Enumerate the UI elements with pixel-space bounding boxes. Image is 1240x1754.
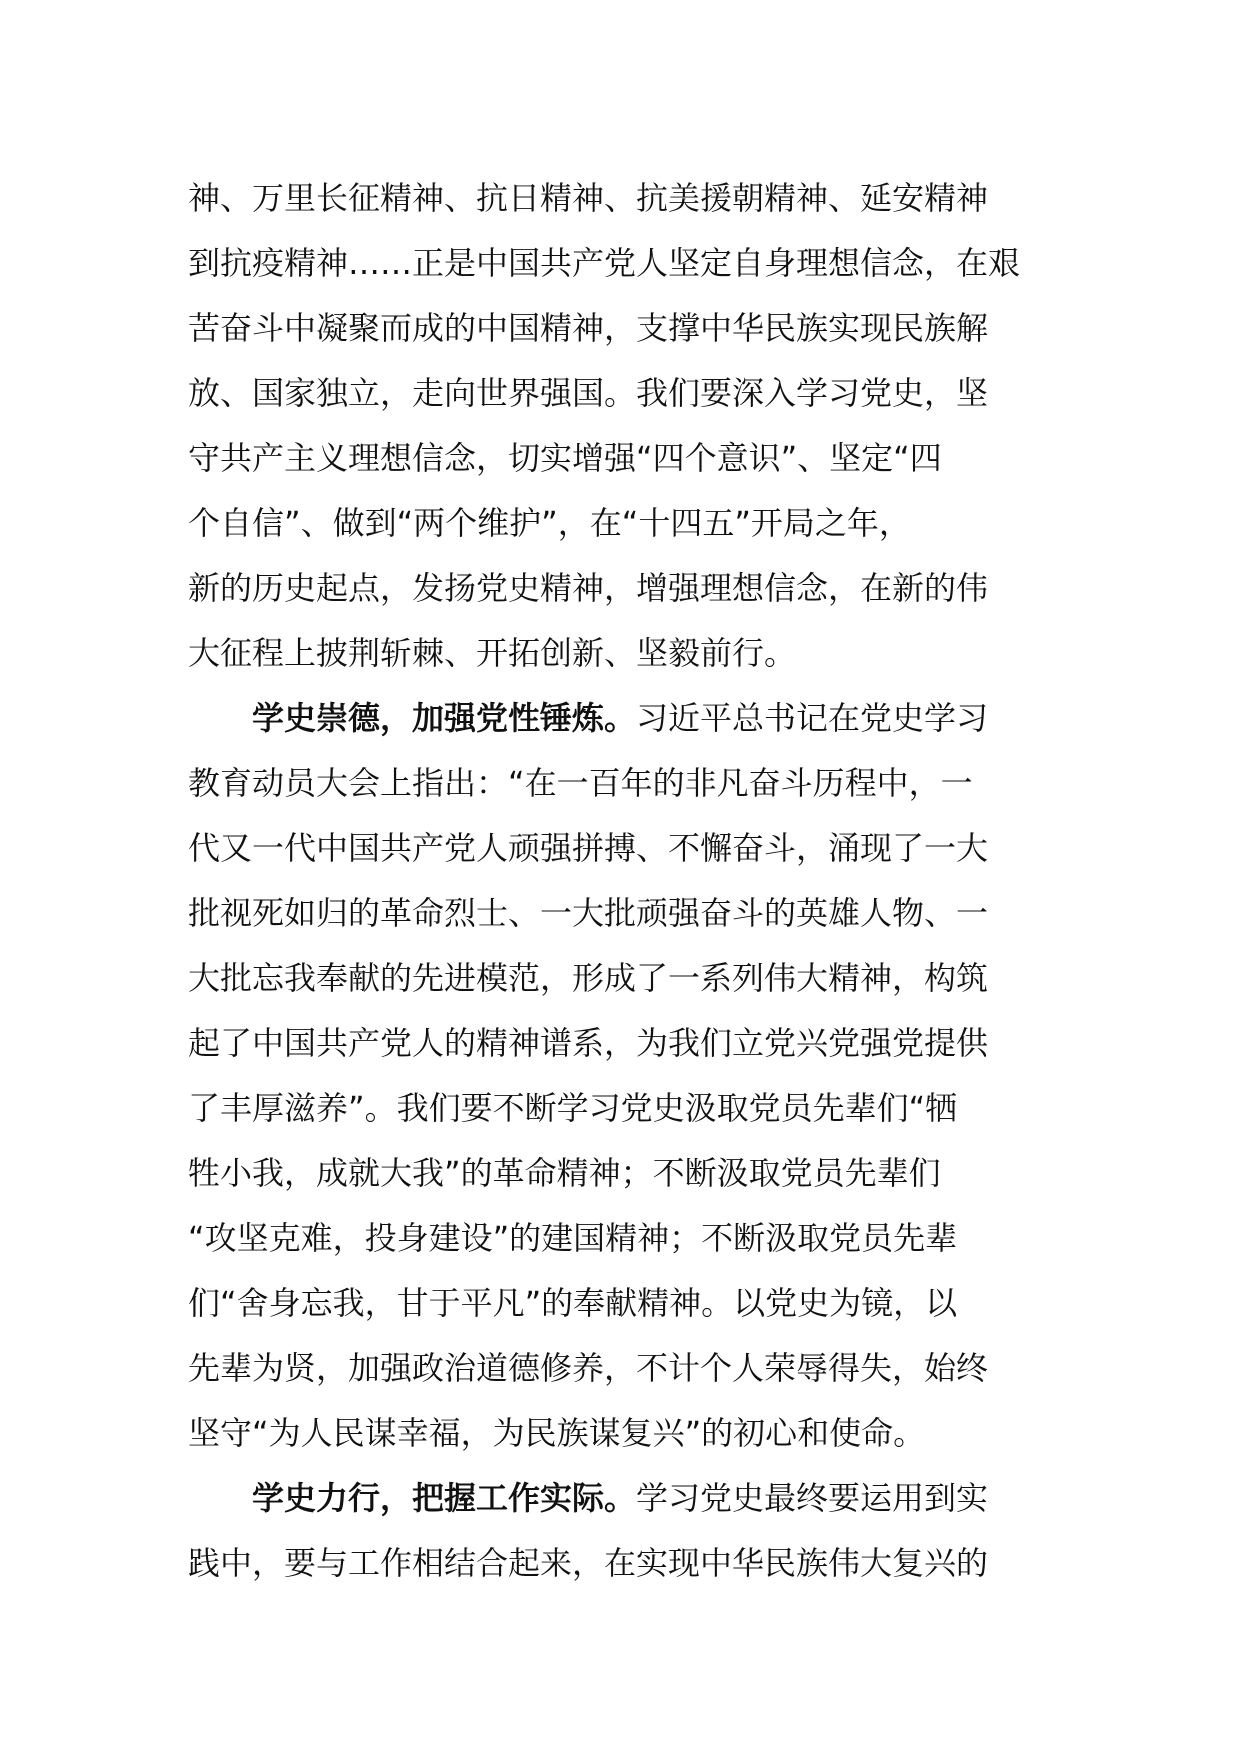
line-text: 个自信”、做到“两个维护”，在“十四五”开局之年，: [188, 504, 911, 542]
text-line: [188, 946, 1056, 1011]
text-line: [188, 1206, 1056, 1271]
paragraph-heading-line: [188, 686, 1056, 751]
line-text: 教育动员大会上指出：“在一百年的非凡奋斗历程中，一: [188, 764, 973, 802]
text-line: [188, 166, 1056, 231]
line-text: 大批忘我奉献的先进模范，形成了一系列伟大精神，构筑: [188, 959, 989, 997]
line-text: 们“舍身忘我，甘于平凡”的奉献精神。以党史为镜，以: [188, 1284, 958, 1322]
text-line: [188, 881, 1056, 946]
paragraph-heading: 学史崇德，加强党性锤炼。: [252, 699, 637, 737]
text-line: [188, 491, 1056, 556]
line-text: 先辈为贤，加强政治道德修养，不计个人荣辱得失，始终: [188, 1349, 989, 1387]
line-text: 到抗疫精神……正是中国共产党人坚定自身理想信念，在艰: [188, 244, 1021, 282]
text-line: [188, 1011, 1056, 1076]
paragraph-heading: 学史力行，把握工作实际。: [252, 1479, 637, 1517]
text-line: [188, 816, 1056, 881]
line-text: 苦奋斗中凝聚而成的中国精神，支撑中华民族实现民族解: [188, 309, 989, 347]
line-text: 放、国家独立，走向世界强国。我们要深入学习党史，坚: [188, 374, 989, 412]
text-line: [188, 1271, 1056, 1336]
text-line: [188, 296, 1056, 361]
line-text: 坚守“为人民谋幸福，为民族谋复兴”的初心和使命。: [188, 1414, 926, 1452]
line-text: 牲小我，成就大我”的革命精神；不断汲取党员先辈们: [188, 1154, 941, 1192]
line-text: 了丰厚滋养”。我们要不断学习党史汲取党员先辈们“牺: [188, 1089, 958, 1127]
text-line: [188, 1141, 1056, 1206]
line-text: 批视死如归的革命烈士、一大批顽强奋斗的英雄人物、一: [188, 894, 989, 932]
line-text: 代又一代中国共产党人顽强拼搏、不懈奋斗，涌现了一大: [188, 829, 989, 867]
line-text: 守共产主义理想信念，切实增强“四个意识”、坚定“四: [188, 439, 942, 477]
text-line: [188, 231, 1056, 296]
text-line: [188, 361, 1056, 426]
line-text: 习近平总书记在党史学习: [636, 699, 989, 737]
line-text: 践中，要与工作相结合起来，在实现中华民族伟大复兴的: [188, 1544, 989, 1582]
line-text: “攻坚克难，投身建设”的建国精神；不断汲取党员先辈: [188, 1219, 958, 1257]
text-line: [188, 1076, 1056, 1141]
line-text: 神、万里长征精神、抗日精神、抗美援朝精神、延安精神: [188, 179, 989, 217]
text-line: [188, 556, 1056, 621]
text-line: [188, 1336, 1056, 1401]
text-line: [188, 426, 1056, 491]
line-text: 新的历史起点，发扬党史精神，增强理想信念，在新的伟: [188, 569, 989, 607]
document-body: [188, 166, 1056, 1596]
line-text: 起了中国共产党人的精神谱系，为我们立党兴党强党提供: [188, 1024, 989, 1062]
line-text: 学习党史最终要运用到实: [636, 1479, 989, 1517]
text-line: [188, 751, 1056, 816]
text-line: [188, 1401, 1056, 1466]
text-line: [188, 1531, 1056, 1596]
text-line: [188, 621, 1056, 686]
paragraph-heading-line: [188, 1466, 1056, 1531]
line-text: 大征程上披荆斩棘、开拓创新、坚毅前行。: [188, 634, 797, 672]
